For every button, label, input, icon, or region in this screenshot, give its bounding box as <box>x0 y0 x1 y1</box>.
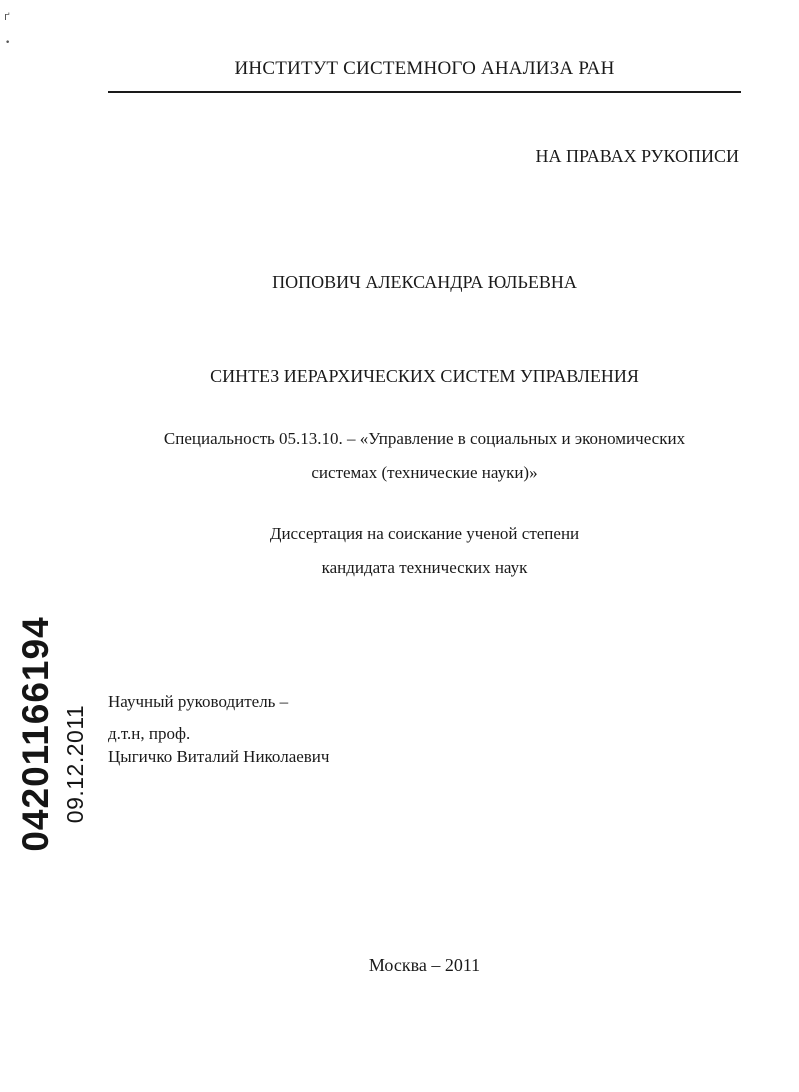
city-year: Москва – 2011 <box>368 955 481 975</box>
institute-name: ИНСТИТУТ СИСТЕМНОГО АНАЛИЗА РАН <box>234 58 615 79</box>
scan-mark-top: ґ <box>4 10 10 23</box>
degree-line-1: Диссертация на соискание ученой степени <box>269 524 580 543</box>
dissertation-title: СИНТЕЗ ИЕРАРХИЧЕСКИХ СИСТЕМ УПРАВЛЕНИЯ <box>210 366 639 386</box>
author-name: ПОПОВИЧ АЛЕКСАНДРА ЮЛЬЕВНА <box>272 272 577 292</box>
stamp-number-text: 04201166194 <box>15 616 56 852</box>
specialty-line-1: Специальность 05.13.10. – «Управление в социальных и экономических <box>163 429 686 448</box>
scan-mark-dot: • <box>5 38 11 48</box>
advisor-label: Научный руководитель – <box>108 692 289 711</box>
degree-line-2: кандидата технических наук <box>321 558 528 577</box>
advisor-degree: д.т.н, проф. <box>108 724 191 743</box>
specialty-line-2: системах (технические науки)» <box>311 463 538 482</box>
manuscript-rights-note: НА ПРАВАХ РУКОПИСИ <box>535 146 739 166</box>
stamp-date-text: 09.12.2011 <box>62 704 88 824</box>
advisor-name: Цыгичко Виталий Николаевич <box>108 747 330 766</box>
header-divider <box>108 91 741 93</box>
